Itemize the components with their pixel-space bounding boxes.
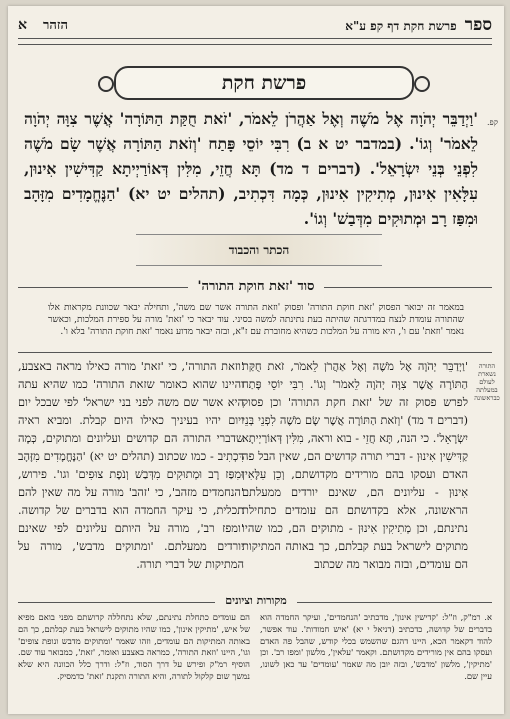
- section-heading: [8, 278, 504, 294]
- header-underline: [18, 44, 492, 45]
- sources-heading: [8, 594, 504, 607]
- margin-notes: התורה נשארת לעולם במעלתה כבראשונה: [474, 362, 500, 402]
- margin-page-ref: קפ.: [486, 118, 498, 127]
- commentary-right-column: 'וַיְדַבֵּר יְהֹוָה אֶל מֹשֶׁה וְאֶל אַהֲרֹן לֵאמֹר, זֹאת חֻקַּת הַתּוֹרָה אֲשֶׁר צִוָּה יְהֹוָה לֵאמֹר' וְגוֹ'. רִבִּי יוֹסֵי פָּתַח לפרש פסוק זה של 'זאת חקת התורה' וכן פסוק (דברים ד מד) 'וְזֹאת הַתּוֹרָה אֲשֶׁר שָׂם מֹשֶׁה לִפְנֵי בְּנֵי יִשְׂרָאֵל'. כי הנה, תָּא חֲזֵי - בוא וראה, מִלִּין דְּאוֹרַיְיתָא קַדִּישִׁין אִינוּן - דברי תורה קדושים הם, שאין הבל פה האדם ועסקו בהם מורידים מקדושתם, וְכֵן עִלָּאִין אִינוּן - עליונים הם, שאינם יורדים ממעלתם הראשונה, אלא בקדושתם הם עומדים כתחילת נתינתם, וכן מְתִיקִין אִינוּן - מתוקים הם, כמו שהיו מתוקים לישראל בעת קבלתם, כך באותה המתיקות הם עומדים, ובזה מבואר מה שכתוב: [242, 360, 468, 571]
- book-page: [8, 6, 504, 714]
- ornament-text: הכתר והכבוד: [228, 242, 290, 257]
- header-right: [345, 15, 492, 35]
- header-parasha-ref: פרשת חקת דף קפ ע"א: [345, 19, 457, 33]
- commentary-left-column: 'וזאת התורה', כי 'זאת' מורה כאילו מראה באצבע, והיינו שהוא כאומר שזאת התורה' כמו שהיא עתה היא אשר שם משה לפני בני ישראל' לפי שבכל יום ויום יהיו בעיניך כאילו היום קבלת. ומביא ראיה שדברי התורה הם קדושים ועליונים ומתוקים, כְּמָה דִּכְתִיב - כמו שכתוב (תהלים יט יא) 'הַנֶּחֱמָדִים מִזָּהָב וּמִפַּז רָב וּמְתוּקִים מִדְּבַשׁ וְנֹפֶת צוּפִים' וגו'. פירוש, 'הנחמדים מזהב', כי 'זהב' מורה על מה שאין להם תכלית, כי עיקר החמדה הוא בדברים של קדושה. 'ומפז רב', מורה על היותם עליונים לפי שאינם יורדים ממעלתם. 'ומתוקים מדבש', מורה על המתיקות של דברי תורה.: [18, 360, 244, 571]
- page-header: [18, 12, 492, 39]
- header-book-title: ספר: [464, 15, 492, 35]
- main-zohar-text: 'וַיְדַבֵּר יְהֹוָה אֶל מֹשֶׁה וְאֶל אַהֲרֹן לֵאמֹר, 'זֹאת חֻקַּת הַתּוֹרָה' אֲשֶׁר צִוָּה יְהֹוָה לֵאמֹר' וְגוֹ'. (במדבר יט א ב) רִבִּי יוֹסֵי פָּתַח 'וְזֹאת הַתּוֹרָה אֲשֶׁר שָׂם מֹשֶׁה לִפְנֵי בְּנֵי יִשְׂרָאֵל'. (דברים ד מד) תָּא חֲזֵי, מִלִּין דְּאוֹרַיְיתָא קַדִּישִׁין אִינוּן, עִלָּאִין אִינוּן, מְתִיקִין אִינוּן, כְּמָה דִּכְתִיב, (תהלים יט יא) 'הַנֶּחֱמָדִים מִזָּהָב וּמִפַּז רָב וּמְתוּקִים מִדְּבַשׁ' וְגוֹ'.: [24, 109, 478, 228]
- parasha-title-frame: [114, 66, 414, 100]
- sources-heading-text: מקורות וציונים: [215, 594, 297, 607]
- footnotes-right-column: א. רמ"ק, וז"ל: 'קדישין אינון', מדכתיב 'הנחמדים', ועיקר החמדה הוא בדברים של קדושה, כדכתיב (דניאל י יא) 'איש חמודות'. עוד אפשר, להוד דקאמר הכא, היינו דהגם שהשמש בכלי קודש, שהבל פה האדם ועסקו בהם אין מורידים מקדושתם. וקאמר 'עלאין', מלשון 'ומפז רב'. וכן 'מתיקין', מלשון 'מדבש', ובזה יובן מה שאמר 'עומדים' עד כאן לשונו, עיין שם.: [260, 612, 492, 681]
- intro-divider: [18, 352, 492, 353]
- header-zohar: הזהר: [43, 17, 68, 33]
- intro-paragraph: במאמר זה יבואר הפסוק 'זאת חוקת התורה' ופסוק 'וזאת התורה אשר שם משה', ותחילה יבאר שכוונת מקראות אלו שהתורה עומדת לנצח במדרגתה שהיתה בעת נתינתה למשה בסיני. עוד יבאר כי 'זאת' מורה על ספירת המלכות, וכאשר נאמר 'וזאת' עם ו', היא מורה על המלכות כשהיא מחוברת עם ז"א, ובזה יבאר מדוע נאמר 'זאת חוקת התורה' בלא ו'.: [48, 303, 464, 337]
- ornament-banner: [136, 234, 382, 266]
- header-left: [18, 17, 68, 34]
- section-heading-text: סוד 'זאת חוקת התורה': [188, 279, 325, 294]
- header-page-letter: א: [18, 16, 27, 33]
- parasha-title: פרשת חקת: [221, 71, 307, 94]
- footnotes-left-column: הם עומדים כתחלת נתינתם, שלא נתחללה קדושתם מפני בואם מפיא של איש, 'מתיקין אינון', כמו שהיו מתוקים לישראל בעת קבלתם, כך הם באותה המתיקות הם עומדים, וזהו שאמר 'ומתוקים מדבש ונופת צופים' וגו', היינו 'וזאת התורה', כמראה באצבע ואומר, 'זאת', כמבואר עוד שם. הוסיף רמ"ק ופירש על דרך הסוד, וז"ל: ודרך כלל הכוונה היא שלא נמשך שום קלקול לתורה, והיא התורה ותקנת 'זאת' כדמסיק.: [18, 612, 250, 681]
